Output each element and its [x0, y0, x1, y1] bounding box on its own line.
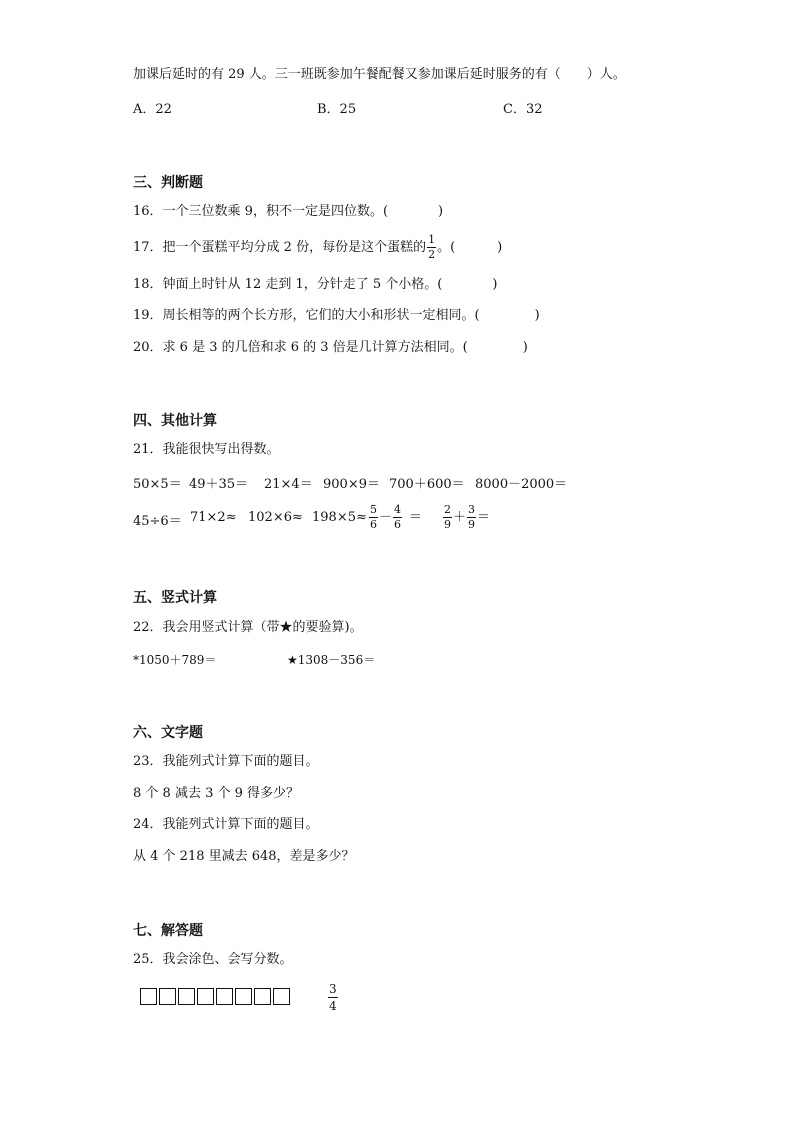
q20-close: )	[522, 340, 528, 355]
q20-text: 20．求 6 是 3 的几倍和求 6 的 3 倍是几计算方法相同。(	[133, 340, 468, 355]
calc-item: 50×5＝	[133, 477, 182, 492]
operator: －	[379, 510, 393, 525]
q16	[133, 203, 443, 221]
frac-den: 6	[394, 518, 402, 531]
q19	[133, 307, 540, 325]
equals: ＝	[477, 510, 491, 525]
calc-item: 8000－2000＝	[475, 477, 568, 492]
vertical-calc-2: ★1308－356＝	[287, 653, 376, 667]
q17	[133, 233, 502, 263]
q16-text: 16．一个三位数乘 9，积不一定是四位数。(	[133, 204, 389, 219]
operator: ＋	[453, 510, 467, 525]
calc-item: 900×9＝	[323, 477, 380, 492]
section-title-word-problems: 六、文字题	[133, 725, 203, 741]
color-square[interactable]	[159, 988, 176, 1005]
q17-frac-num: 1	[428, 233, 436, 246]
q15-text: 加课后延时的有 29 人。三一班既参加午餐配餐又参加课后延时服务的有（ ）人。	[133, 67, 626, 82]
q25: 25．我会涂色、会写分数。	[133, 952, 293, 967]
q18-close: )	[492, 277, 498, 292]
fraction-calc-1	[368, 498, 422, 538]
fraction	[443, 504, 452, 531]
q17-fraction	[427, 234, 436, 261]
section-title-vertical-calc: 五、竖式计算	[133, 590, 217, 606]
fraction	[369, 504, 378, 531]
calc-item: 198×5≈	[312, 510, 367, 525]
section-title-judgement: 三、判断题	[133, 175, 203, 191]
frac-den: 9	[468, 518, 476, 531]
section-title-solve: 七、解答题	[133, 923, 203, 939]
fraction-calc-2	[442, 498, 490, 538]
color-square[interactable]	[216, 988, 233, 1005]
q19-text: 19．周长相等的两个长方形，它们的大小和形状一定相同。(	[133, 308, 480, 323]
vertical-calc-1: *1050＋789＝	[133, 653, 217, 667]
q15-option-a[interactable]: A．22	[133, 102, 172, 117]
fraction	[467, 504, 476, 531]
color-square[interactable]	[235, 988, 252, 1005]
calc-item: 21×4＝	[264, 477, 313, 492]
frac-den: 6	[370, 518, 377, 531]
color-square[interactable]	[178, 988, 195, 1005]
frac-den: 4	[329, 999, 337, 1013]
q23-body: 8 个 8 减去 3 个 9 得多少？	[133, 786, 300, 801]
q25-fraction	[327, 982, 339, 1013]
calc-item: 49＋35＝	[189, 477, 249, 492]
frac-num: 3	[468, 503, 476, 516]
q19-close: )	[534, 308, 540, 323]
q15-option-b[interactable]: B．25	[317, 102, 357, 117]
color-square[interactable]	[197, 988, 214, 1005]
q24-body: 从 4 个 218 里减去 648，差是多少？	[133, 849, 355, 864]
frac-bar	[328, 997, 338, 998]
frac-den: 9	[444, 518, 451, 531]
q21: 21．我能很快写出得数。	[133, 442, 280, 457]
color-square[interactable]	[254, 988, 271, 1005]
section-title-other-calc: 四、其他计算	[133, 413, 217, 429]
calc-item: 71×2≈	[190, 510, 237, 525]
q23: 23．我能列式计算下面的题目。	[133, 754, 319, 769]
frac-num: 4	[394, 503, 402, 516]
q17-close: )	[497, 240, 503, 255]
frac-num: 3	[329, 982, 337, 996]
equals: ＝	[409, 510, 423, 525]
calc-item: 45÷6＝	[133, 514, 182, 529]
q15-option-c[interactable]: C．32	[503, 102, 543, 117]
color-square[interactable]	[140, 988, 157, 1005]
q16-close: )	[438, 204, 444, 219]
q22: 22．我会用竖式计算（带★的要验算)。	[133, 620, 363, 635]
frac-num: 2	[444, 503, 451, 516]
calc-item: 102×6≈	[248, 510, 303, 525]
fraction	[393, 504, 402, 531]
q18-text: 18．钟面上时针从 12 走到 1，分针走了 5 个小格。(	[133, 277, 443, 292]
coloring-boxes	[140, 988, 290, 1005]
q18	[133, 276, 497, 294]
q20	[133, 339, 528, 357]
calc-item: 700＋600＝	[389, 477, 465, 492]
fraction	[328, 982, 338, 1013]
q17-frac-den: 2	[428, 248, 436, 261]
q17-text: 17．把一个蛋糕平均分成 2 份，每份是这个蛋糕的	[133, 240, 427, 255]
frac-num: 5	[370, 503, 377, 516]
color-square[interactable]	[273, 988, 290, 1005]
q17-text-after: 。(	[437, 240, 456, 255]
q24: 24．我能列式计算下面的题目。	[133, 817, 319, 832]
